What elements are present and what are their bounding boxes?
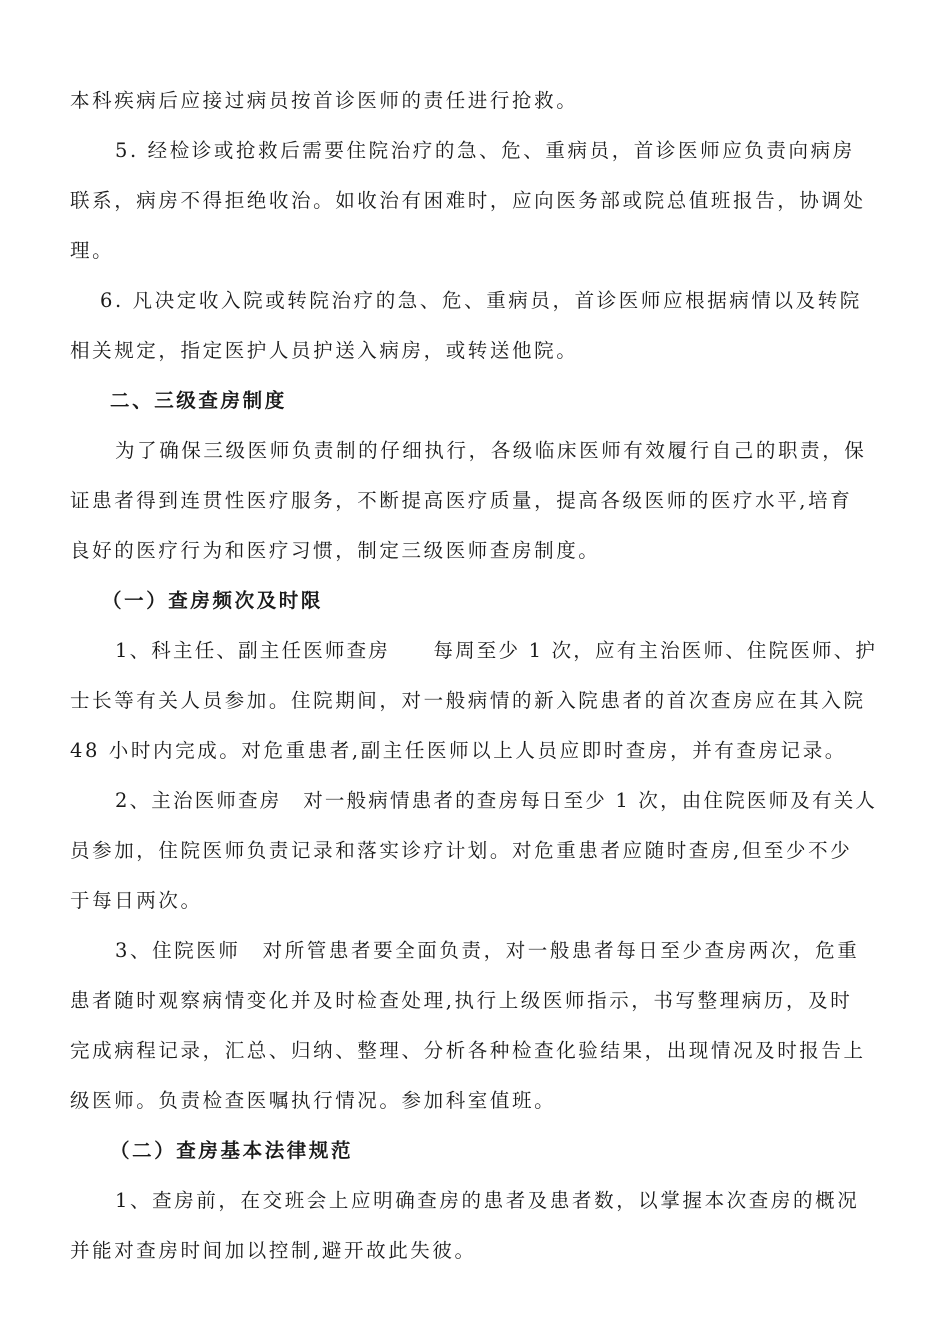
text-line: 理。 [70, 239, 115, 262]
text-line: 3、住院医师 对所管患者要全面负责，对一般患者每日至少查房两次，危重 [115, 939, 860, 962]
text-line: 2、主治医师查房 对一般病情患者的查房每日至少 1 次，由住院医师及有关人 [115, 789, 878, 812]
text-line: 于每日两次。 [70, 889, 203, 912]
text-line: 士长等有关人员参加。住院期间，对一般病情的新入院患者的首次查房应在其入院 [70, 689, 866, 712]
text-line: 48 小时内完成。对危重患者,副主任医师以上人员应即时查房，并有查房记录。 [70, 739, 847, 762]
text-line: 级医师。负责检查医嘱执行情况。参加科室值班。 [70, 1089, 557, 1112]
text-line: 本科疾病后应接过病员按首诊医师的责任进行抢救。 [70, 89, 579, 112]
text-line: 为了确保三级医师负责制的仔细执行，各级临床医师有效履行自己的职责，保 [115, 439, 867, 462]
text-line: 证患者得到连贯性医疗服务，不断提高医疗质量，提高各级医师的医疗水平,培育 [70, 489, 853, 512]
text-line: 1、查房前，在交班会上应明确查房的患者及患者数，以掌握本次查房的概况 [115, 1189, 860, 1212]
text-line: 完成病程记录，汇总、归纳、整理、分析各种检查化验结果，出现情况及时报告上 [70, 1039, 866, 1062]
text-line: 5. 经检诊或抢救后需要住院治疗的急、危、重病员，首诊医师应负责向病房 [115, 139, 855, 162]
subsection-heading: （二）查房基本法律规范 [110, 1139, 354, 1162]
text-line: 患者随时观察病情变化并及时检查处理,执行上级医师指示，书写整理病历，及时 [70, 989, 853, 1012]
text-line: 相关规定，指定医护人员护送入病房，或转送他院。 [70, 339, 579, 362]
text-line: 并能对查房时间加以控制,避开故此失彼。 [70, 1239, 477, 1262]
subsection-heading: （一）查房频次及时限 [102, 589, 324, 612]
text-line: 员参加，住院医师负责记录和落实诊疗计划。对危重患者应随时查房,但至少不少 [70, 839, 853, 862]
section-heading: 二、三级查房制度 [110, 389, 287, 412]
text-line: 良好的医疗行为和医疗习惯，制定三级医师查房制度。 [70, 539, 601, 562]
text-line: 6. 凡决定收入院或转院治疗的急、危、重病员，首诊医师应根据病情以及转院 [100, 289, 862, 312]
text-line: 联系，病房不得拒绝收治。如收治有困难时，应向医务部或院总值班报告，协调处 [70, 189, 866, 212]
text-line: 1、科主任、副主任医师查房 每周至少 1 次，应有主治医师、住院医师、护 [115, 639, 878, 662]
